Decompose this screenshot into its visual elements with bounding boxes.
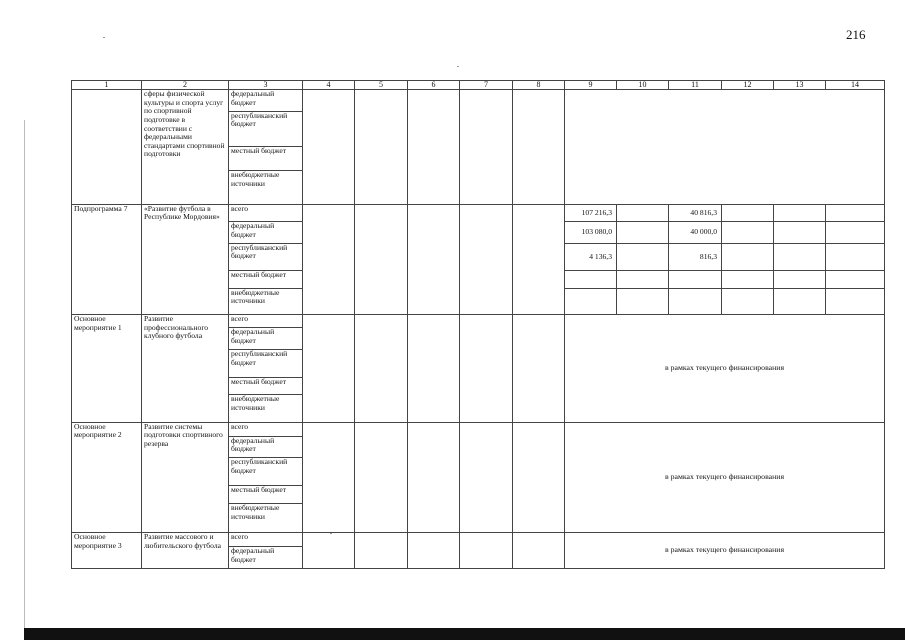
event-2-funding-note: в рамках текущего финансирования bbox=[565, 422, 885, 532]
col-number: 7 bbox=[460, 81, 513, 90]
event-1-label: Основное мероприятие 1 bbox=[72, 315, 142, 422]
source-federal: федеральный бюджет bbox=[229, 547, 303, 569]
event-1-title: Развитие профессионального клубного футбола bbox=[142, 315, 229, 422]
col-number: 1 bbox=[72, 81, 142, 90]
source-federal: федеральный бюджет bbox=[229, 328, 303, 349]
total-col11: 40 816,3 bbox=[669, 204, 722, 221]
scan-edge-line bbox=[24, 120, 25, 630]
source-extra: внебюджетные источники bbox=[229, 394, 303, 422]
source-local: местный бюджет bbox=[229, 147, 303, 171]
source-republic: республиканский бюджет bbox=[229, 458, 303, 486]
cont-col1 bbox=[72, 90, 142, 205]
event-2-label: Основное мероприятие 2 bbox=[72, 422, 142, 532]
total-col9: 107 216,3 bbox=[565, 204, 617, 221]
source-extra: внебюджетные источники bbox=[229, 504, 303, 533]
source-local: местный бюджет bbox=[229, 271, 303, 288]
source-extra: внебюджетные источники bbox=[229, 170, 303, 204]
source-total: всего bbox=[229, 422, 303, 436]
source-republic: республиканский бюджет bbox=[229, 349, 303, 377]
event-1-funding-note: в рамках текущего финансирования bbox=[565, 315, 885, 422]
cont-description: сферы физической культуры и спорта услуг по спортивной подготовке в соответствии с федеральными стандартами спортивной подготовки bbox=[142, 90, 229, 205]
col-number: 11 bbox=[669, 81, 722, 90]
table-row bbox=[72, 204, 885, 221]
table-row bbox=[72, 90, 885, 111]
event-3-funding-note: в рамках текущего финансирования bbox=[565, 533, 885, 569]
event-3-label: Основное мероприятие 3 bbox=[72, 533, 142, 569]
col-number: 8 bbox=[513, 81, 565, 90]
source-federal: федеральный бюджет bbox=[229, 222, 303, 243]
col-number: 6 bbox=[408, 81, 460, 90]
cont-merged-cell bbox=[565, 90, 885, 205]
source-federal: федеральный бюджет bbox=[229, 90, 303, 111]
source-republic: республиканский бюджет bbox=[229, 243, 303, 271]
source-federal: федеральный бюджет bbox=[229, 436, 303, 457]
col-number: 12 bbox=[722, 81, 774, 90]
event-3-title: Развитие массового и любительского футбола bbox=[142, 533, 229, 569]
source-local: местный бюджет bbox=[229, 485, 303, 503]
event-2-title: Развитие системы подготовки спортивного резерва bbox=[142, 422, 229, 532]
scan-speck bbox=[457, 66, 459, 67]
subprogram-7-label: Подпрограмма 7 bbox=[72, 204, 142, 314]
federal-col11: 40 000,0 bbox=[669, 222, 722, 243]
page-number: 216 bbox=[846, 27, 866, 42]
col-number: 2 bbox=[142, 81, 229, 90]
col-number: 3 bbox=[229, 81, 303, 90]
budget-table bbox=[71, 80, 885, 569]
scan-speck bbox=[330, 533, 332, 534]
scan-speck bbox=[103, 37, 105, 38]
table-row bbox=[72, 422, 885, 436]
table-row bbox=[72, 315, 885, 328]
republic-col11: 816,3 bbox=[669, 243, 722, 271]
col-number: 5 bbox=[355, 81, 408, 90]
col-number: 10 bbox=[617, 81, 669, 90]
source-local: местный бюджет bbox=[229, 377, 303, 394]
col-number: 13 bbox=[774, 81, 826, 90]
source-total: всего bbox=[229, 315, 303, 328]
source-extra: внебюджетные источники bbox=[229, 288, 303, 315]
col-number: 4 bbox=[303, 81, 355, 90]
scan-bottom-bar bbox=[24, 628, 905, 640]
source-republic: республиканский бюджет bbox=[229, 111, 303, 147]
federal-col9: 103 080,0 bbox=[565, 222, 617, 243]
header-row bbox=[72, 81, 885, 90]
subprogram-7-title: «Развитие футбола в Республике Мордовия» bbox=[142, 204, 229, 314]
col-number: 14 bbox=[826, 81, 885, 90]
republic-col9: 4 136,3 bbox=[565, 243, 617, 271]
source-total: всего bbox=[229, 204, 303, 221]
source-total: всего bbox=[229, 533, 303, 547]
table-row bbox=[72, 533, 885, 547]
col-number: 9 bbox=[565, 81, 617, 90]
